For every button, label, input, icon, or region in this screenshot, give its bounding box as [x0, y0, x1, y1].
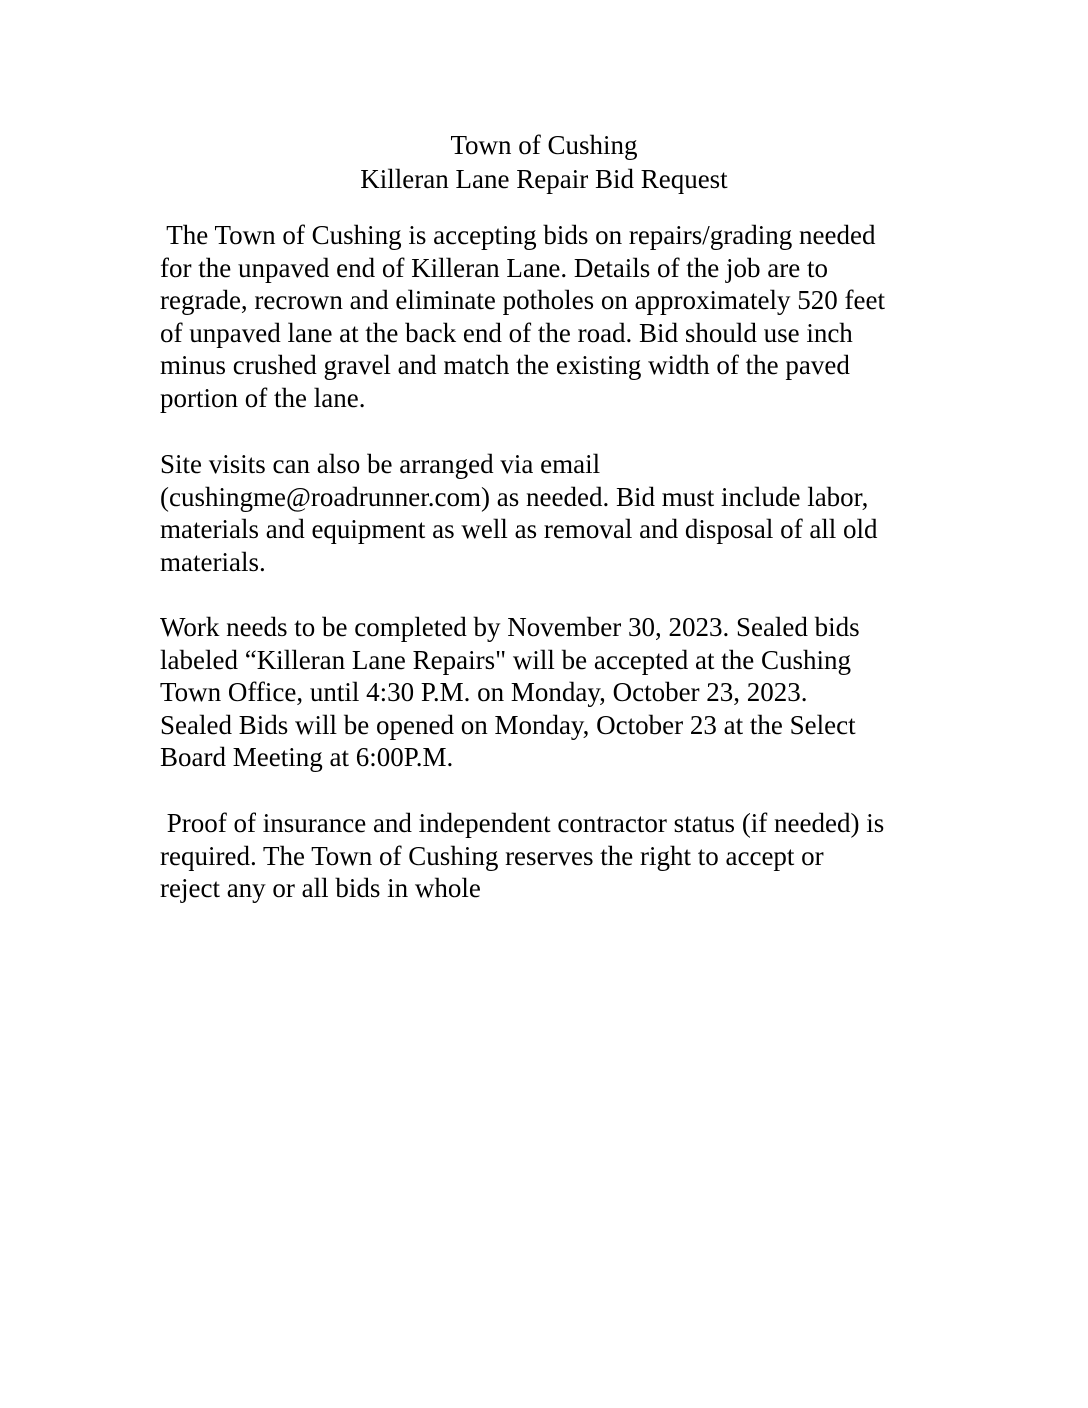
paragraph-line: materials. [160, 546, 266, 577]
paragraph-deadlines [160, 611, 960, 774]
paragraph-line: labeled “Killeran Lane Repairs" will be accepted at the Cushing [160, 644, 852, 675]
paragraph-line: portion of the lane. [160, 382, 366, 413]
paragraph-line: Site visits can also be arranged via email [160, 449, 601, 479]
paragraph-insurance-requirements [160, 807, 960, 905]
paragraph-line: Town Office, until 4:30 P.M. on Monday, October 23, 2023. [160, 677, 808, 708]
paragraph-line: materials and equipment as well as removal and disposal of all old [160, 514, 878, 545]
paragraph-line: reject any or all bids in whole [160, 873, 481, 904]
paragraph-bid-description [160, 219, 960, 415]
paragraph-line: regrade, recrown and eliminate potholes on approximately 520 feet [160, 285, 885, 316]
paragraph-line: Sealed Bids will be opened on Monday, October 23 at the Select [160, 709, 856, 740]
header-town-name: Town of Cushing [450, 130, 638, 160]
paragraph-line: Work needs to be completed by November 30, 2023. Sealed bids [160, 612, 860, 642]
paragraph-line: Proof of insurance and independent contractor status (if needed) is [160, 808, 885, 838]
paragraph-line-email: (cushingme@roadrunner.com) as needed. Bid must include labor, [160, 481, 869, 512]
document-header [0, 128, 1088, 196]
paragraph-line: of unpaved lane at the back end of the road. Bid should use inch [160, 317, 853, 348]
paragraph-line: for the unpaved end of Killeran Lane. Details of the job are to [160, 252, 828, 283]
paragraph-line: Board Meeting at 6:00P.M. [160, 742, 454, 773]
paragraph-line: minus crushed gravel and match the existing width of the paved [160, 350, 850, 381]
header-document-title: Killeran Lane Repair Bid Request [360, 164, 728, 194]
paragraph-line: The Town of Cushing is accepting bids on repairs/grading needed [160, 220, 876, 250]
paragraph-site-visits [160, 448, 960, 578]
paragraph-line: required. The Town of Cushing reserves the right to accept or [160, 840, 824, 871]
